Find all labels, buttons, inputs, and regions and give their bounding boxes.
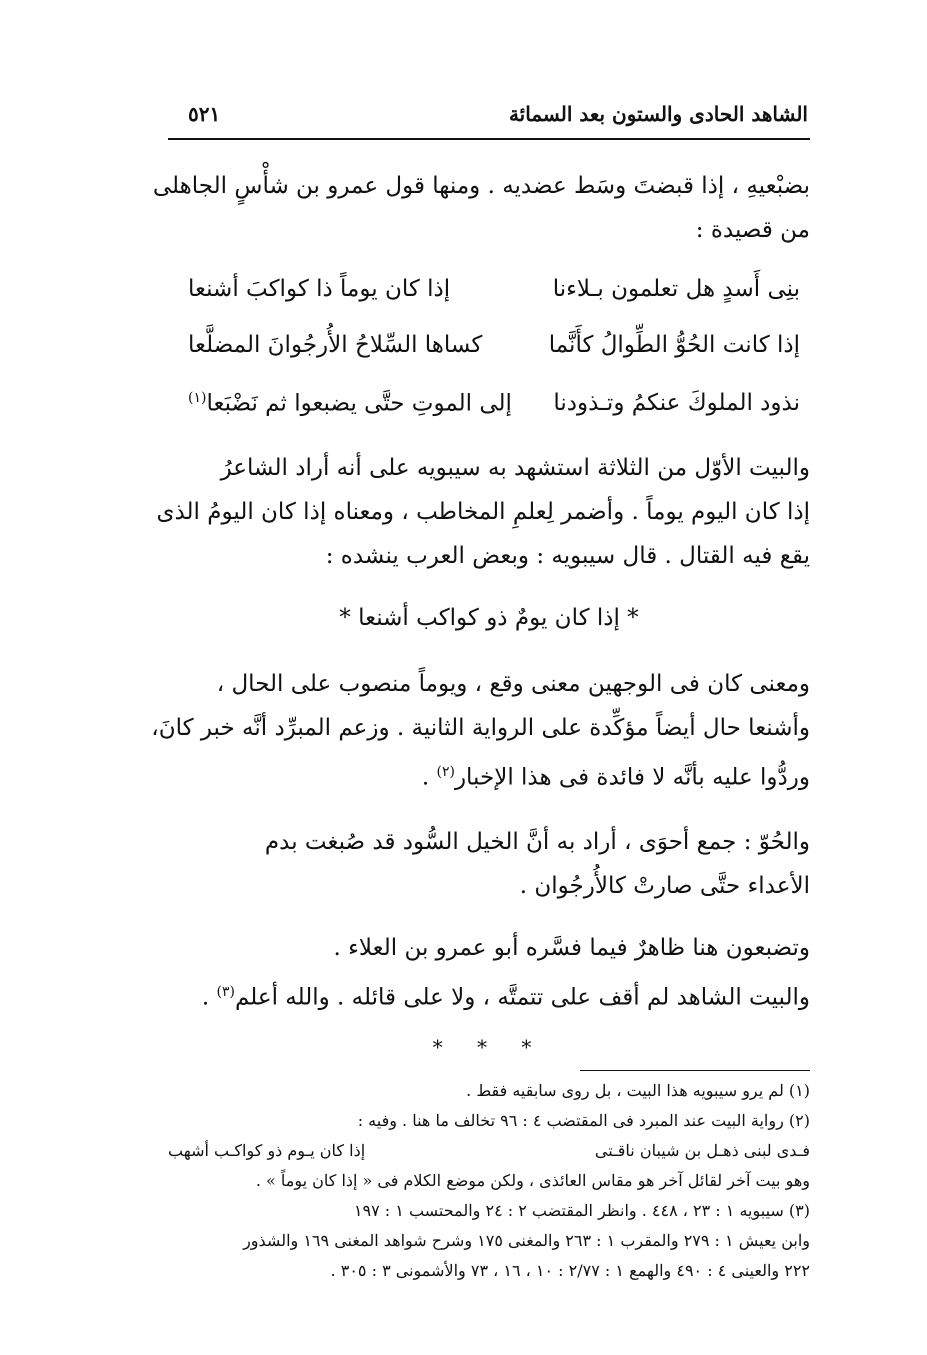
footnote-rule bbox=[580, 1070, 810, 1071]
header-rule bbox=[168, 138, 810, 140]
footnote-3-line: وابن يعيش ١ : ٢٧٩ والمقرب ١ : ٢٦٣ والمغنى ١٧٥ وشرح شواهد المغنى ١٦٩ والشذور bbox=[243, 1231, 810, 1250]
footnote-2-verse bbox=[168, 1136, 810, 1166]
footnote-marker: (١) bbox=[188, 390, 207, 406]
footnote-3: (٣) سيبويه ١ : ٢٣ ، ٤٤٨ . وانظر المقتضب ٢ : ٢٤ والمحتسب ١ : ١٩٧ bbox=[353, 1201, 810, 1220]
footnote-1: (١) لم يرو سيبويه هذا البيت ، بل روى سابقيه فقط . bbox=[466, 1081, 810, 1100]
footnotes bbox=[168, 1076, 810, 1286]
verse-hemistich-second: كساها السِّلاحُ الأُرجُوانَ المضلَّعا bbox=[188, 332, 483, 358]
text-line: الأعداء حتَّى صارتْ كالأُرجُوان . bbox=[519, 873, 810, 899]
verse-hemistich-first: بنِى أَسدٍ هل تعلمون بـلاءنا bbox=[552, 276, 800, 302]
text-line: من قصيدة : bbox=[695, 217, 810, 243]
footnote-marker: (٣) bbox=[216, 984, 235, 1000]
section-divider-stars: * * * bbox=[432, 1035, 546, 1059]
paragraph bbox=[168, 926, 810, 1014]
text-line: بضبْعيهِ ، إذا قبضتَ وسَط عضديه . ومنها قول عمرو بن شأْسٍ الجاهلى bbox=[152, 173, 810, 199]
verse-hemistich-first: نذود الملوكَ عنكمُ وتـذودنا bbox=[553, 390, 800, 416]
text-line: والحُوّ : جمع أحوَى ، أراد به أنَّ الخيل السُّود قد صُبغت بدم bbox=[264, 829, 810, 855]
verse-hemistich-second bbox=[188, 390, 512, 417]
page-number: ٥٢١ bbox=[188, 102, 221, 126]
verse-hemistich-first: إذا كانت الحُوُّ الطِّوالُ كأَنَّما bbox=[548, 332, 800, 358]
text-line: وأشنعا حال أيضاً مؤكِّدة على الرواية الثانية . وزعم المبرِّد أنَّه خبر كانَ، bbox=[151, 715, 810, 741]
verse-text: إلى الموتِ حتَّى يضبعوا ثم نَضْبَعا bbox=[206, 390, 512, 417]
text-line: يقع فيه القتال . قال سيبويه : وبعض العرب ينشده : bbox=[325, 543, 810, 569]
text-line: وتضبعون هنا ظاهرٌ فيما فسَّره أبو عمرو بن العلاء . bbox=[333, 935, 810, 961]
footnote-marker: (٢) bbox=[436, 764, 455, 780]
text-line: والبيت الشاهد لم أقف على تتمتَّه ، ولا على قائله . والله أعلم$^{(٣)}$ . bbox=[201, 984, 810, 1011]
intro-paragraph bbox=[152, 164, 810, 252]
verse-line bbox=[168, 390, 810, 434]
text-line: إذا كان اليوم يوماً . وأضمر لِعلمِ المخاطب ، ومعناه إذا كان اليومُ الذى bbox=[156, 499, 810, 525]
text-line: وردُّوا عليه بأنَّه لا فائدة فى هذا الإخبار$^{(٢)}$ . bbox=[421, 764, 810, 791]
verse-line bbox=[168, 276, 810, 320]
text-line: والبيت الأوّل من الثلاثة استشهد به سيبويه على أنه أراد الشاعرُ bbox=[220, 455, 810, 481]
paragraph bbox=[156, 446, 810, 578]
verse-hemistich-second: إذا كان يـوم ذو كواكـب أشهب bbox=[168, 1141, 366, 1160]
verse-line bbox=[168, 332, 810, 376]
footnote-2: (٢) رواية البيت عند المبرد فى المقتضب ٤ : ٩٦ تخالف ما هنا . وفيه : bbox=[357, 1111, 810, 1130]
line-text: وردُّوا عليه بأنَّه لا فائدة فى هذا الإخبار bbox=[454, 764, 810, 791]
text-line: ومعنى كان فى الوجهين معنى وقع ، ويوماً منصوب على الحال ، bbox=[216, 671, 810, 697]
verse-hemistich-first: فـدى لبنى ذهـل بن شيبان ناقـتى bbox=[594, 1141, 810, 1160]
quoted-verse: * إذا كان يومٌ ذو كواكب أشنعا * bbox=[339, 605, 639, 631]
paragraph bbox=[151, 662, 810, 794]
footnote-3-line: ٢٢٢ والعينى ٤ : ٤٩٠ والهمع ١ : ٢/٧٧ : ١٠ ، ١٦ ، ٧٣ والأشمونى ٣ : ٣٠٥ . bbox=[330, 1261, 810, 1280]
running-header bbox=[168, 96, 808, 136]
verse-hemistich-second: إذا كان يوماً ذا كواكبَ أشنعا bbox=[188, 276, 451, 302]
paragraph bbox=[168, 820, 810, 908]
line-text: والبيت الشاهد لم أقف على تتمتَّه ، ولا على قائله . والله أعلم bbox=[234, 984, 810, 1011]
footnote-2-continuation: وهو بيت آخر لقائل آخر هو مقاس العائذى ، ولكن موضع الكلام فى « إذا كان يوماً » . bbox=[255, 1171, 810, 1190]
running-title: الشاهد الحادى والستون بعد السمائة bbox=[508, 102, 808, 126]
